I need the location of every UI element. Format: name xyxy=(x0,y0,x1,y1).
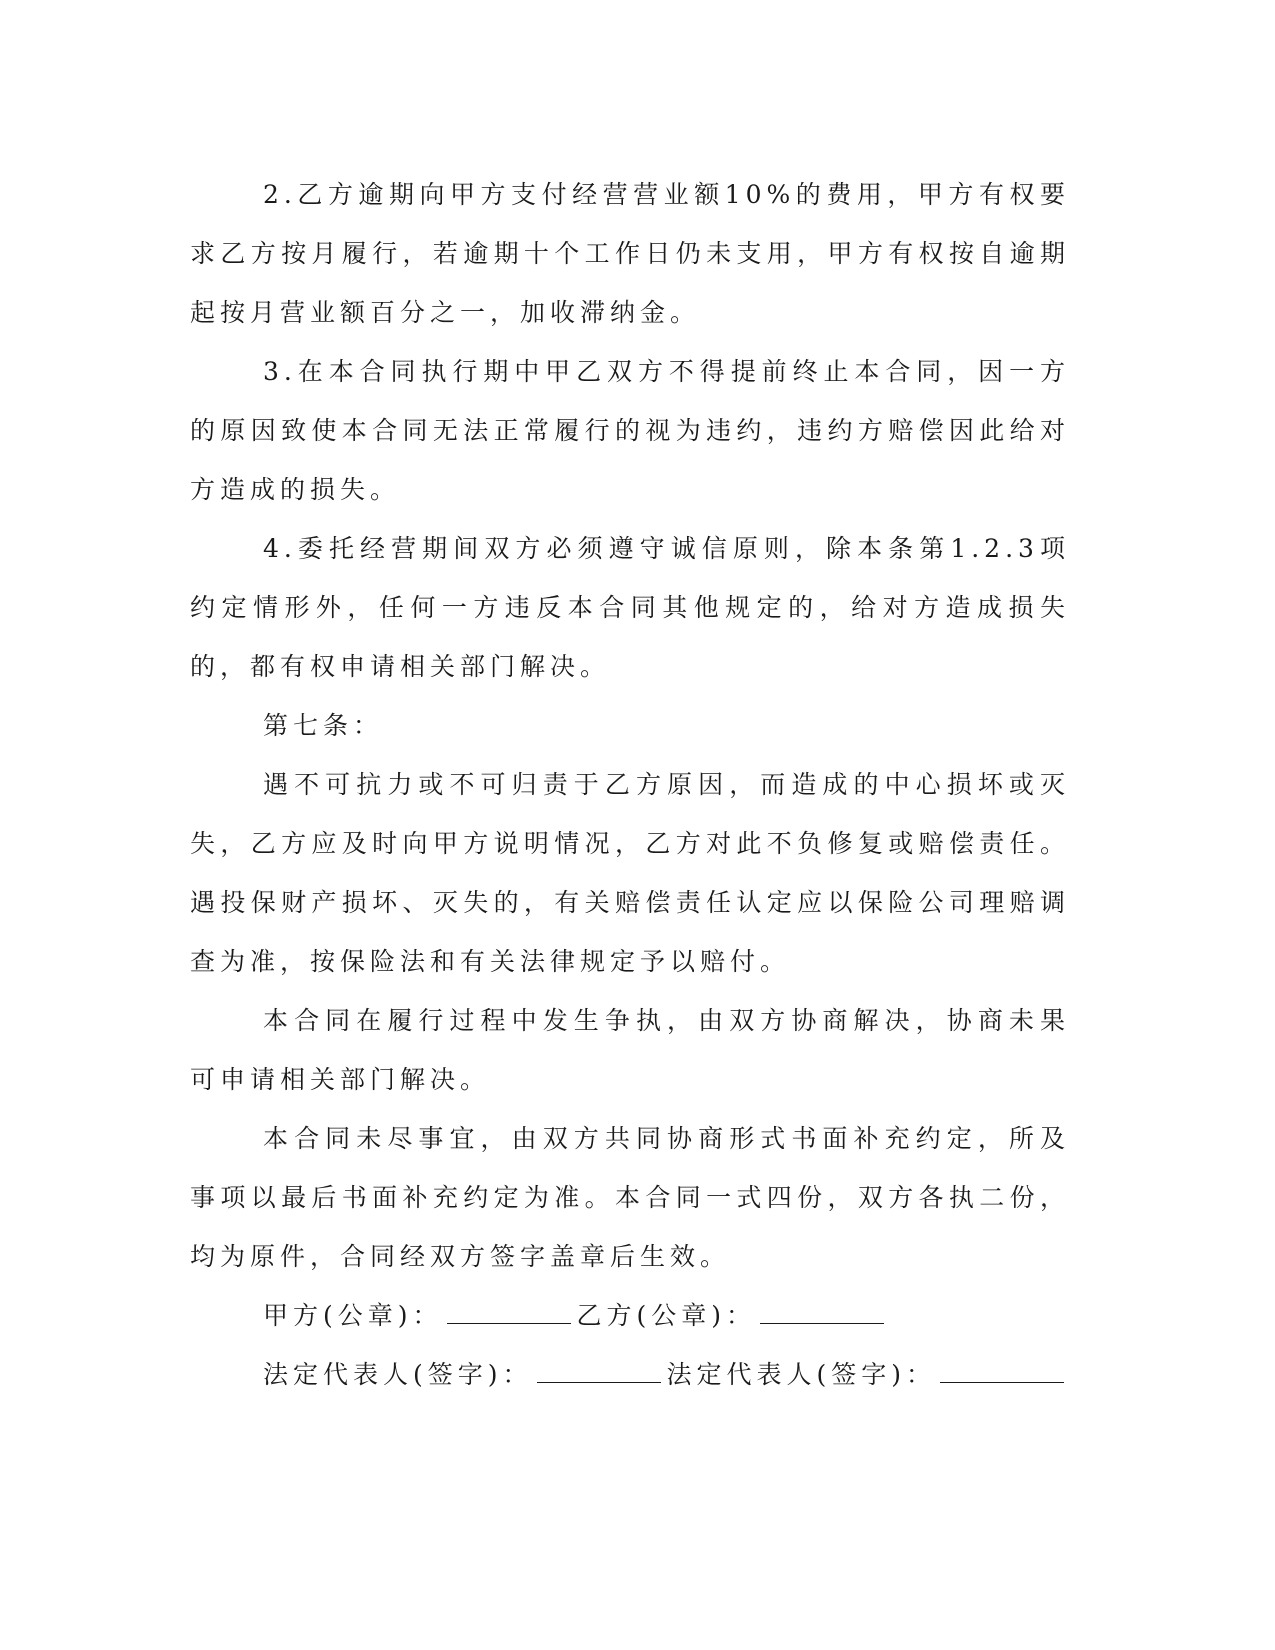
clause-2-paragraph: 2.乙方逾期向甲方支付经营营业额10%的费用，甲方有权要求乙方按月履行，若逾期十个工作日仍未支用，甲方有权按自逾期起按月营业额百分之一，加收滞纳金。 xyxy=(190,180,1070,327)
party-b-rep-label: 法定代表人(签字)： xyxy=(666,1360,937,1389)
clause-3-paragraph: 3.在本合同执行期中甲乙双方不得提前终止本合同，因一方的原因致使本合同无法正常履行的视为违约，违约方赔偿因此给对方造成的损失。 xyxy=(190,357,1070,504)
representative-signature-line xyxy=(190,1345,1070,1404)
party-a-seal-blank xyxy=(447,1301,571,1324)
dispute-paragraph: 本合同在履行过程中发生争执，由双方协商解决，协商未果可申请相关部门解决。 xyxy=(190,1006,1070,1094)
party-a-rep-label: 法定代表人(签字)： xyxy=(263,1360,533,1389)
supplement-paragraph: 本合同未尽事宜，由双方共同协商形式书面补充约定，所及事项以最后书面补充约定为准。本合同一式四份，双方各执二份，均为原件，合同经双方签字盖章后生效。 xyxy=(190,1124,1070,1271)
seal-signature-line xyxy=(190,1286,1070,1345)
clause-4-paragraph: 4.委托经营期间双方必须遵守诚信原则，除本条第1.2.3项约定情形外，任何一方违反本合同其他规定的，给对方造成损失的，都有权申请相关部门解决。 xyxy=(190,534,1070,681)
article-7-heading: 第七条： xyxy=(263,711,384,740)
document-body xyxy=(190,165,1070,1404)
force-majeure-paragraph: 遇不可抗力或不可归责于乙方原因，而造成的中心损坏或灭失，乙方应及时向甲方说明情况，乙方对此不负修复或赔偿责任。遇投保财产损坏、灭失的，有关赔偿责任认定应以保险公司理赔调查为准，按保险法和有关法律规定予以赔付。 xyxy=(190,770,1070,976)
party-b-seal-label: 乙方(公章)： xyxy=(576,1301,757,1330)
party-b-seal-blank xyxy=(760,1301,884,1324)
party-a-rep-blank xyxy=(537,1360,661,1383)
party-b-rep-blank xyxy=(940,1360,1064,1383)
party-a-seal-label: 甲方(公章)： xyxy=(263,1301,443,1330)
